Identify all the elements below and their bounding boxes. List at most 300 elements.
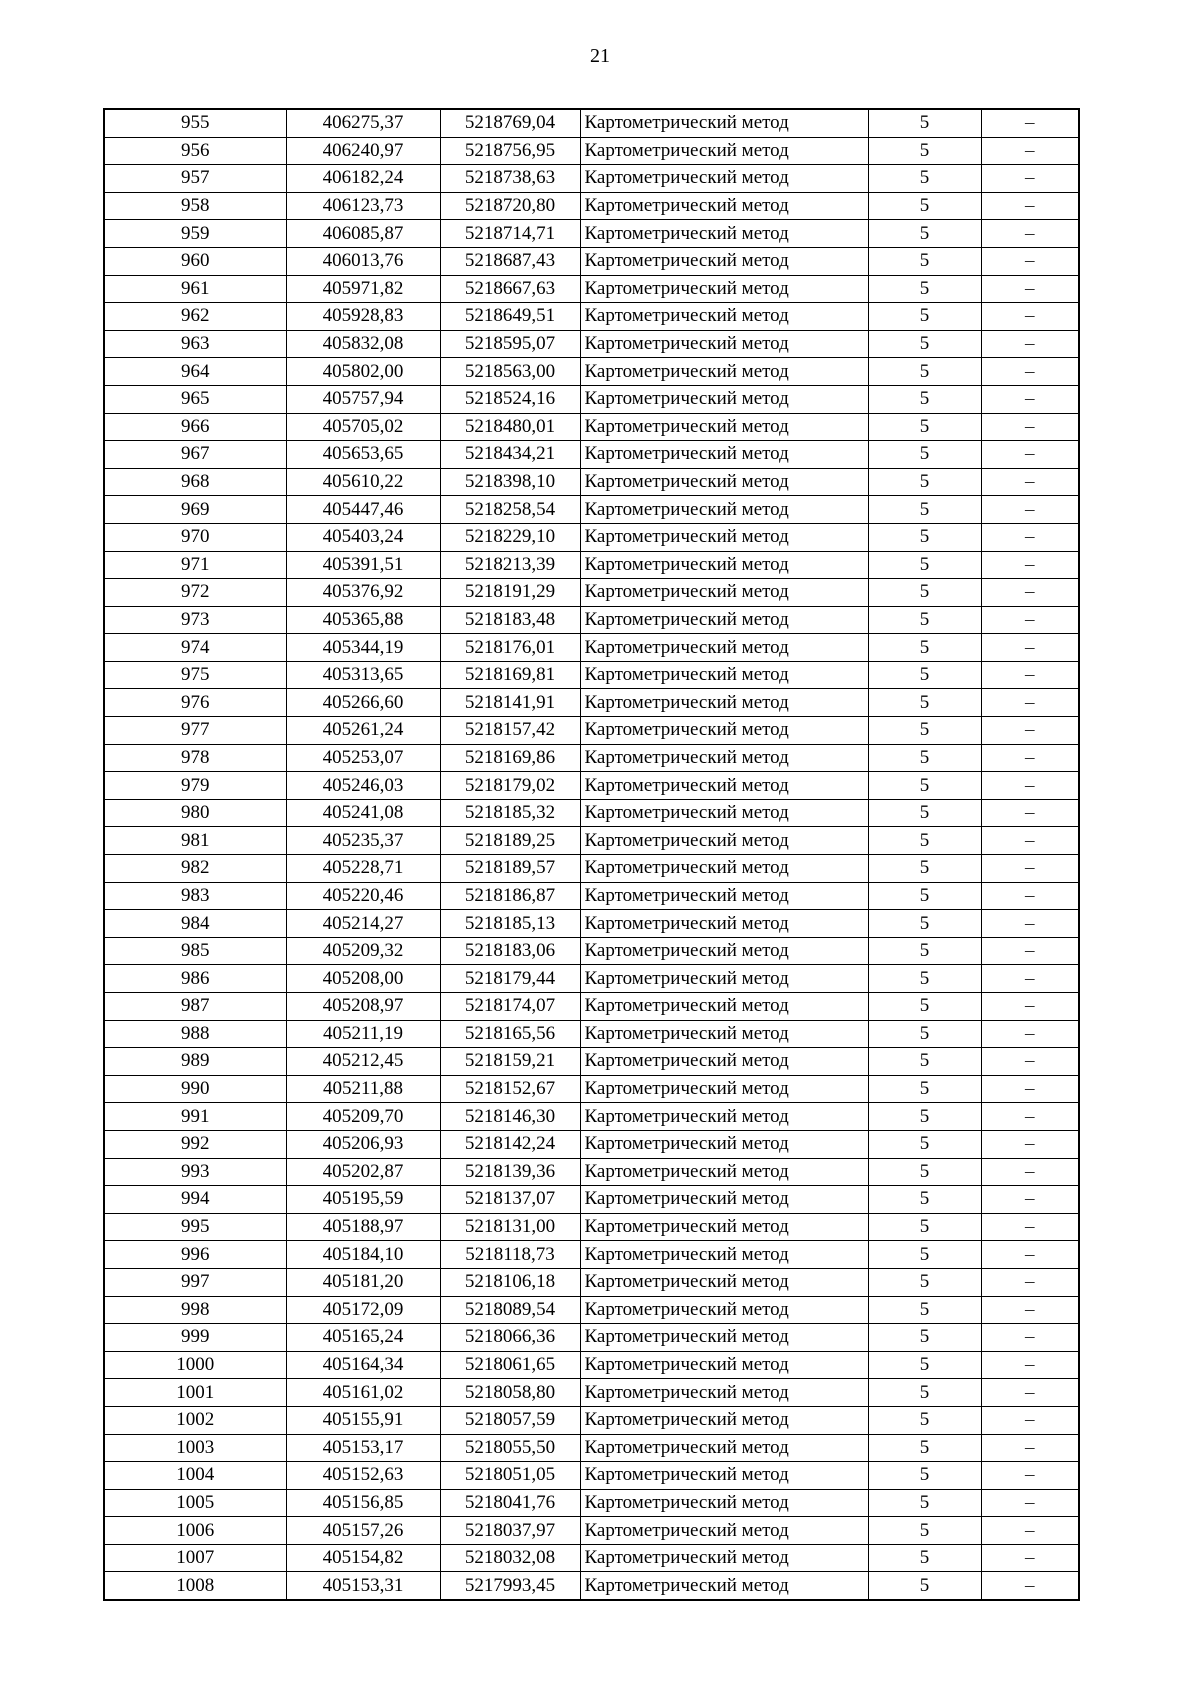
table-row <box>104 579 1079 607</box>
description-cell: – <box>981 358 1079 386</box>
table-row <box>104 385 1079 413</box>
x-coordinate-cell: 405206,93 <box>286 1130 440 1158</box>
description-cell: – <box>981 1544 1079 1572</box>
y-coordinate-cell: 5218061,65 <box>440 1351 580 1379</box>
x-coordinate-cell: 405214,27 <box>286 910 440 938</box>
table-row <box>104 1130 1079 1158</box>
point-number-cell: 1002 <box>104 1406 286 1434</box>
precision-cell: 5 <box>868 1406 981 1434</box>
precision-cell: 5 <box>868 303 981 331</box>
y-coordinate-cell: 5218183,48 <box>440 606 580 634</box>
precision-cell: 5 <box>868 1020 981 1048</box>
point-number-cell: 985 <box>104 937 286 965</box>
x-coordinate-cell: 405246,03 <box>286 772 440 800</box>
description-cell: – <box>981 1517 1079 1545</box>
x-coordinate-cell: 405152,63 <box>286 1462 440 1490</box>
x-coordinate-cell: 405208,97 <box>286 993 440 1021</box>
x-coordinate-cell: 405705,02 <box>286 413 440 441</box>
point-number-cell: 967 <box>104 441 286 469</box>
x-coordinate-cell: 405165,24 <box>286 1324 440 1352</box>
precision-cell: 5 <box>868 385 981 413</box>
method-cell: Картометрический метод <box>580 1489 868 1517</box>
table-row <box>104 1296 1079 1324</box>
description-cell: – <box>981 1296 1079 1324</box>
table-row <box>104 910 1079 938</box>
x-coordinate-cell: 405161,02 <box>286 1379 440 1407</box>
precision-cell: 5 <box>868 330 981 358</box>
point-number-cell: 977 <box>104 717 286 745</box>
table-row <box>104 1075 1079 1103</box>
table-row <box>104 1186 1079 1214</box>
method-cell: Картометрический метод <box>580 1406 868 1434</box>
description-cell: – <box>981 137 1079 165</box>
point-number-cell: 996 <box>104 1241 286 1269</box>
x-coordinate-cell: 406240,97 <box>286 137 440 165</box>
point-number-cell: 991 <box>104 1103 286 1131</box>
x-coordinate-cell: 406182,24 <box>286 165 440 193</box>
point-number-cell: 960 <box>104 247 286 275</box>
precision-cell: 5 <box>868 1213 981 1241</box>
y-coordinate-cell: 5218191,29 <box>440 579 580 607</box>
precision-cell: 5 <box>868 551 981 579</box>
y-coordinate-cell: 5218258,54 <box>440 496 580 524</box>
precision-cell: 5 <box>868 855 981 883</box>
method-cell: Картометрический метод <box>580 827 868 855</box>
precision-cell: 5 <box>868 772 981 800</box>
precision-cell: 5 <box>868 1517 981 1545</box>
description-cell: – <box>981 275 1079 303</box>
description-cell: – <box>981 330 1079 358</box>
point-number-cell: 976 <box>104 689 286 717</box>
x-coordinate-cell: 405154,82 <box>286 1544 440 1572</box>
table-row <box>104 523 1079 551</box>
x-coordinate-cell: 406085,87 <box>286 220 440 248</box>
table-row <box>104 1434 1079 1462</box>
x-coordinate-cell: 405157,26 <box>286 1517 440 1545</box>
coordinates-table <box>103 108 1080 1601</box>
x-coordinate-cell: 405164,34 <box>286 1351 440 1379</box>
point-number-cell: 1008 <box>104 1572 286 1600</box>
method-cell: Картометрический метод <box>580 109 868 137</box>
precision-cell: 5 <box>868 1462 981 1490</box>
table-row <box>104 137 1079 165</box>
precision-cell: 5 <box>868 441 981 469</box>
point-number-cell: 994 <box>104 1186 286 1214</box>
x-coordinate-cell: 405155,91 <box>286 1406 440 1434</box>
description-cell: – <box>981 413 1079 441</box>
y-coordinate-cell: 5218595,07 <box>440 330 580 358</box>
y-coordinate-cell: 5218057,59 <box>440 1406 580 1434</box>
table-row <box>104 551 1079 579</box>
point-number-cell: 995 <box>104 1213 286 1241</box>
table-row <box>104 247 1079 275</box>
y-coordinate-cell: 5217993,45 <box>440 1572 580 1600</box>
y-coordinate-cell: 5218189,25 <box>440 827 580 855</box>
y-coordinate-cell: 5218106,18 <box>440 1268 580 1296</box>
method-cell: Картометрический метод <box>580 523 868 551</box>
table-row <box>104 799 1079 827</box>
table-row <box>104 882 1079 910</box>
description-cell: – <box>981 1241 1079 1269</box>
x-coordinate-cell: 406013,76 <box>286 247 440 275</box>
x-coordinate-cell: 405266,60 <box>286 689 440 717</box>
point-number-cell: 988 <box>104 1020 286 1048</box>
precision-cell: 5 <box>868 496 981 524</box>
point-number-cell: 980 <box>104 799 286 827</box>
method-cell: Картометрический метод <box>580 882 868 910</box>
table-row <box>104 1158 1079 1186</box>
point-number-cell: 983 <box>104 882 286 910</box>
point-number-cell: 1007 <box>104 1544 286 1572</box>
y-coordinate-cell: 5218165,56 <box>440 1020 580 1048</box>
point-number-cell: 986 <box>104 965 286 993</box>
y-coordinate-cell: 5218179,02 <box>440 772 580 800</box>
table-row <box>104 165 1079 193</box>
description-cell: – <box>981 579 1079 607</box>
table-row <box>104 1213 1079 1241</box>
description-cell: – <box>981 1268 1079 1296</box>
precision-cell: 5 <box>868 275 981 303</box>
precision-cell: 5 <box>868 1158 981 1186</box>
precision-cell: 5 <box>868 910 981 938</box>
x-coordinate-cell: 405153,17 <box>286 1434 440 1462</box>
point-number-cell: 1006 <box>104 1517 286 1545</box>
description-cell: – <box>981 496 1079 524</box>
method-cell: Картометрический метод <box>580 661 868 689</box>
table-row <box>104 275 1079 303</box>
table-row <box>104 1020 1079 1048</box>
y-coordinate-cell: 5218051,05 <box>440 1462 580 1490</box>
y-coordinate-cell: 5218714,71 <box>440 220 580 248</box>
x-coordinate-cell: 405172,09 <box>286 1296 440 1324</box>
x-coordinate-cell: 406275,37 <box>286 109 440 137</box>
x-coordinate-cell: 405211,88 <box>286 1075 440 1103</box>
y-coordinate-cell: 5218174,07 <box>440 993 580 1021</box>
description-cell: – <box>981 1379 1079 1407</box>
method-cell: Картометрический метод <box>580 1572 868 1600</box>
table-row <box>104 1489 1079 1517</box>
x-coordinate-cell: 405365,88 <box>286 606 440 634</box>
description-cell: – <box>981 1186 1079 1214</box>
x-coordinate-cell: 405344,19 <box>286 634 440 662</box>
x-coordinate-cell: 405156,85 <box>286 1489 440 1517</box>
method-cell: Картометрический метод <box>580 1020 868 1048</box>
description-cell: – <box>981 1103 1079 1131</box>
point-number-cell: 990 <box>104 1075 286 1103</box>
method-cell: Картометрический метод <box>580 1158 868 1186</box>
x-coordinate-cell: 405971,82 <box>286 275 440 303</box>
x-coordinate-cell: 405928,83 <box>286 303 440 331</box>
table-row <box>104 689 1079 717</box>
method-cell: Картометрический метод <box>580 689 868 717</box>
precision-cell: 5 <box>868 1296 981 1324</box>
method-cell: Картометрический метод <box>580 1075 868 1103</box>
precision-cell: 5 <box>868 413 981 441</box>
point-number-cell: 989 <box>104 1048 286 1076</box>
method-cell: Картометрический метод <box>580 165 868 193</box>
table-row <box>104 330 1079 358</box>
table-row <box>104 109 1079 137</box>
y-coordinate-cell: 5218169,81 <box>440 661 580 689</box>
description-cell: – <box>981 1462 1079 1490</box>
table-row <box>104 192 1079 220</box>
description-cell: – <box>981 1213 1079 1241</box>
y-coordinate-cell: 5218189,57 <box>440 855 580 883</box>
table-row <box>104 496 1079 524</box>
precision-cell: 5 <box>868 220 981 248</box>
description-cell: – <box>981 1351 1079 1379</box>
y-coordinate-cell: 5218139,36 <box>440 1158 580 1186</box>
precision-cell: 5 <box>868 689 981 717</box>
x-coordinate-cell: 405610,22 <box>286 468 440 496</box>
point-number-cell: 971 <box>104 551 286 579</box>
method-cell: Картометрический метод <box>580 137 868 165</box>
description-cell: – <box>981 1434 1079 1462</box>
x-coordinate-cell: 405220,46 <box>286 882 440 910</box>
point-number-cell: 984 <box>104 910 286 938</box>
y-coordinate-cell: 5218563,00 <box>440 358 580 386</box>
table-row <box>104 744 1079 772</box>
table-row <box>104 661 1079 689</box>
point-number-cell: 968 <box>104 468 286 496</box>
description-cell: – <box>981 799 1079 827</box>
method-cell: Картометрический метод <box>580 855 868 883</box>
y-coordinate-cell: 5218142,24 <box>440 1130 580 1158</box>
precision-cell: 5 <box>868 192 981 220</box>
y-coordinate-cell: 5218176,01 <box>440 634 580 662</box>
point-number-cell: 993 <box>104 1158 286 1186</box>
point-number-cell: 955 <box>104 109 286 137</box>
precision-cell: 5 <box>868 1489 981 1517</box>
method-cell: Картометрический метод <box>580 496 868 524</box>
method-cell: Картометрический метод <box>580 330 868 358</box>
y-coordinate-cell: 5218146,30 <box>440 1103 580 1131</box>
precision-cell: 5 <box>868 247 981 275</box>
description-cell: – <box>981 1489 1079 1517</box>
precision-cell: 5 <box>868 937 981 965</box>
table-row <box>104 855 1079 883</box>
method-cell: Картометрический метод <box>580 1517 868 1545</box>
point-number-cell: 997 <box>104 1268 286 1296</box>
description-cell: – <box>981 1158 1079 1186</box>
point-number-cell: 956 <box>104 137 286 165</box>
method-cell: Картометрический метод <box>580 303 868 331</box>
y-coordinate-cell: 5218738,63 <box>440 165 580 193</box>
y-coordinate-cell: 5218041,76 <box>440 1489 580 1517</box>
method-cell: Картометрический метод <box>580 358 868 386</box>
table-row <box>104 1351 1079 1379</box>
description-cell: – <box>981 827 1079 855</box>
method-cell: Картометрический метод <box>580 1379 868 1407</box>
precision-cell: 5 <box>868 717 981 745</box>
method-cell: Картометрический метод <box>580 937 868 965</box>
description-cell: – <box>981 1130 1079 1158</box>
x-coordinate-cell: 405261,24 <box>286 717 440 745</box>
point-number-cell: 999 <box>104 1324 286 1352</box>
y-coordinate-cell: 5218131,00 <box>440 1213 580 1241</box>
table-row <box>104 1103 1079 1131</box>
x-coordinate-cell: 405212,45 <box>286 1048 440 1076</box>
table-row <box>104 468 1079 496</box>
point-number-cell: 974 <box>104 634 286 662</box>
method-cell: Картометрический метод <box>580 579 868 607</box>
table-row <box>104 220 1079 248</box>
method-cell: Картометрический метод <box>580 413 868 441</box>
table-row <box>104 1406 1079 1434</box>
description-cell: – <box>981 385 1079 413</box>
method-cell: Картометрический метод <box>580 1324 868 1352</box>
description-cell: – <box>981 717 1079 745</box>
y-coordinate-cell: 5218089,54 <box>440 1296 580 1324</box>
x-coordinate-cell: 405184,10 <box>286 1241 440 1269</box>
precision-cell: 5 <box>868 1324 981 1352</box>
y-coordinate-cell: 5218152,67 <box>440 1075 580 1103</box>
precision-cell: 5 <box>868 799 981 827</box>
method-cell: Картометрический метод <box>580 772 868 800</box>
y-coordinate-cell: 5218649,51 <box>440 303 580 331</box>
point-number-cell: 987 <box>104 993 286 1021</box>
point-number-cell: 1005 <box>104 1489 286 1517</box>
table-row <box>104 413 1079 441</box>
x-coordinate-cell: 405202,87 <box>286 1158 440 1186</box>
table-row <box>104 1462 1079 1490</box>
precision-cell: 5 <box>868 965 981 993</box>
table-row <box>104 358 1079 386</box>
x-coordinate-cell: 405313,65 <box>286 661 440 689</box>
method-cell: Картометрический метод <box>580 1130 868 1158</box>
x-coordinate-cell: 405153,31 <box>286 1572 440 1600</box>
description-cell: – <box>981 937 1079 965</box>
x-coordinate-cell: 405653,65 <box>286 441 440 469</box>
precision-cell: 5 <box>868 137 981 165</box>
method-cell: Картометрический метод <box>580 1241 868 1269</box>
y-coordinate-cell: 5218058,80 <box>440 1379 580 1407</box>
table-row <box>104 441 1079 469</box>
table-row <box>104 772 1079 800</box>
description-cell: – <box>981 1048 1079 1076</box>
precision-cell: 5 <box>868 523 981 551</box>
precision-cell: 5 <box>868 1434 981 1462</box>
y-coordinate-cell: 5218434,21 <box>440 441 580 469</box>
point-number-cell: 973 <box>104 606 286 634</box>
y-coordinate-cell: 5218480,01 <box>440 413 580 441</box>
table-row <box>104 827 1079 855</box>
point-number-cell: 975 <box>104 661 286 689</box>
point-number-cell: 962 <box>104 303 286 331</box>
point-number-cell: 961 <box>104 275 286 303</box>
method-cell: Картометрический метод <box>580 220 868 248</box>
y-coordinate-cell: 5218398,10 <box>440 468 580 496</box>
precision-cell: 5 <box>868 109 981 137</box>
precision-cell: 5 <box>868 827 981 855</box>
precision-cell: 5 <box>868 1075 981 1103</box>
description-cell: – <box>981 551 1079 579</box>
precision-cell: 5 <box>868 1544 981 1572</box>
point-number-cell: 969 <box>104 496 286 524</box>
x-coordinate-cell: 405235,37 <box>286 827 440 855</box>
description-cell: – <box>981 1020 1079 1048</box>
y-coordinate-cell: 5218186,87 <box>440 882 580 910</box>
method-cell: Картометрический метод <box>580 441 868 469</box>
precision-cell: 5 <box>868 1186 981 1214</box>
point-number-cell: 1000 <box>104 1351 286 1379</box>
point-number-cell: 981 <box>104 827 286 855</box>
description-cell: – <box>981 855 1079 883</box>
precision-cell: 5 <box>868 634 981 662</box>
y-coordinate-cell: 5218720,80 <box>440 192 580 220</box>
method-cell: Картометрический метод <box>580 634 868 662</box>
y-coordinate-cell: 5218229,10 <box>440 523 580 551</box>
description-cell: – <box>981 303 1079 331</box>
precision-cell: 5 <box>868 744 981 772</box>
precision-cell: 5 <box>868 1241 981 1269</box>
description-cell: – <box>981 882 1079 910</box>
precision-cell: 5 <box>868 579 981 607</box>
y-coordinate-cell: 5218185,32 <box>440 799 580 827</box>
point-number-cell: 1001 <box>104 1379 286 1407</box>
precision-cell: 5 <box>868 1048 981 1076</box>
table-row <box>104 606 1079 634</box>
x-coordinate-cell: 405447,46 <box>286 496 440 524</box>
y-coordinate-cell: 5218066,36 <box>440 1324 580 1352</box>
y-coordinate-cell: 5218137,07 <box>440 1186 580 1214</box>
x-coordinate-cell: 405757,94 <box>286 385 440 413</box>
point-number-cell: 958 <box>104 192 286 220</box>
precision-cell: 5 <box>868 468 981 496</box>
description-cell: – <box>981 689 1079 717</box>
method-cell: Картометрический метод <box>580 247 868 275</box>
table-row <box>104 1324 1079 1352</box>
point-number-cell: 982 <box>104 855 286 883</box>
precision-cell: 5 <box>868 1268 981 1296</box>
table-row <box>104 1517 1079 1545</box>
coordinates-table-body <box>104 109 1079 1600</box>
y-coordinate-cell: 5218169,86 <box>440 744 580 772</box>
method-cell: Картометрический метод <box>580 965 868 993</box>
description-cell: – <box>981 441 1079 469</box>
table-row <box>104 634 1079 662</box>
method-cell: Картометрический метод <box>580 799 868 827</box>
method-cell: Картометрический метод <box>580 717 868 745</box>
precision-cell: 5 <box>868 661 981 689</box>
description-cell: – <box>981 772 1079 800</box>
point-number-cell: 964 <box>104 358 286 386</box>
description-cell: – <box>981 744 1079 772</box>
table-row <box>104 1048 1079 1076</box>
point-number-cell: 966 <box>104 413 286 441</box>
x-coordinate-cell: 406123,73 <box>286 192 440 220</box>
point-number-cell: 978 <box>104 744 286 772</box>
table-row <box>104 1544 1079 1572</box>
method-cell: Картометрический метод <box>580 192 868 220</box>
x-coordinate-cell: 405832,08 <box>286 330 440 358</box>
point-number-cell: 998 <box>104 1296 286 1324</box>
description-cell: – <box>981 606 1079 634</box>
point-number-cell: 992 <box>104 1130 286 1158</box>
x-coordinate-cell: 405376,92 <box>286 579 440 607</box>
method-cell: Картометрический метод <box>580 1213 868 1241</box>
x-coordinate-cell: 405241,08 <box>286 799 440 827</box>
point-number-cell: 970 <box>104 523 286 551</box>
method-cell: Картометрический метод <box>580 910 868 938</box>
method-cell: Картометрический метод <box>580 1268 868 1296</box>
table-row <box>104 937 1079 965</box>
table-row <box>104 965 1079 993</box>
description-cell: – <box>981 1406 1079 1434</box>
point-number-cell: 972 <box>104 579 286 607</box>
method-cell: Картометрический метод <box>580 1434 868 1462</box>
x-coordinate-cell: 405253,07 <box>286 744 440 772</box>
